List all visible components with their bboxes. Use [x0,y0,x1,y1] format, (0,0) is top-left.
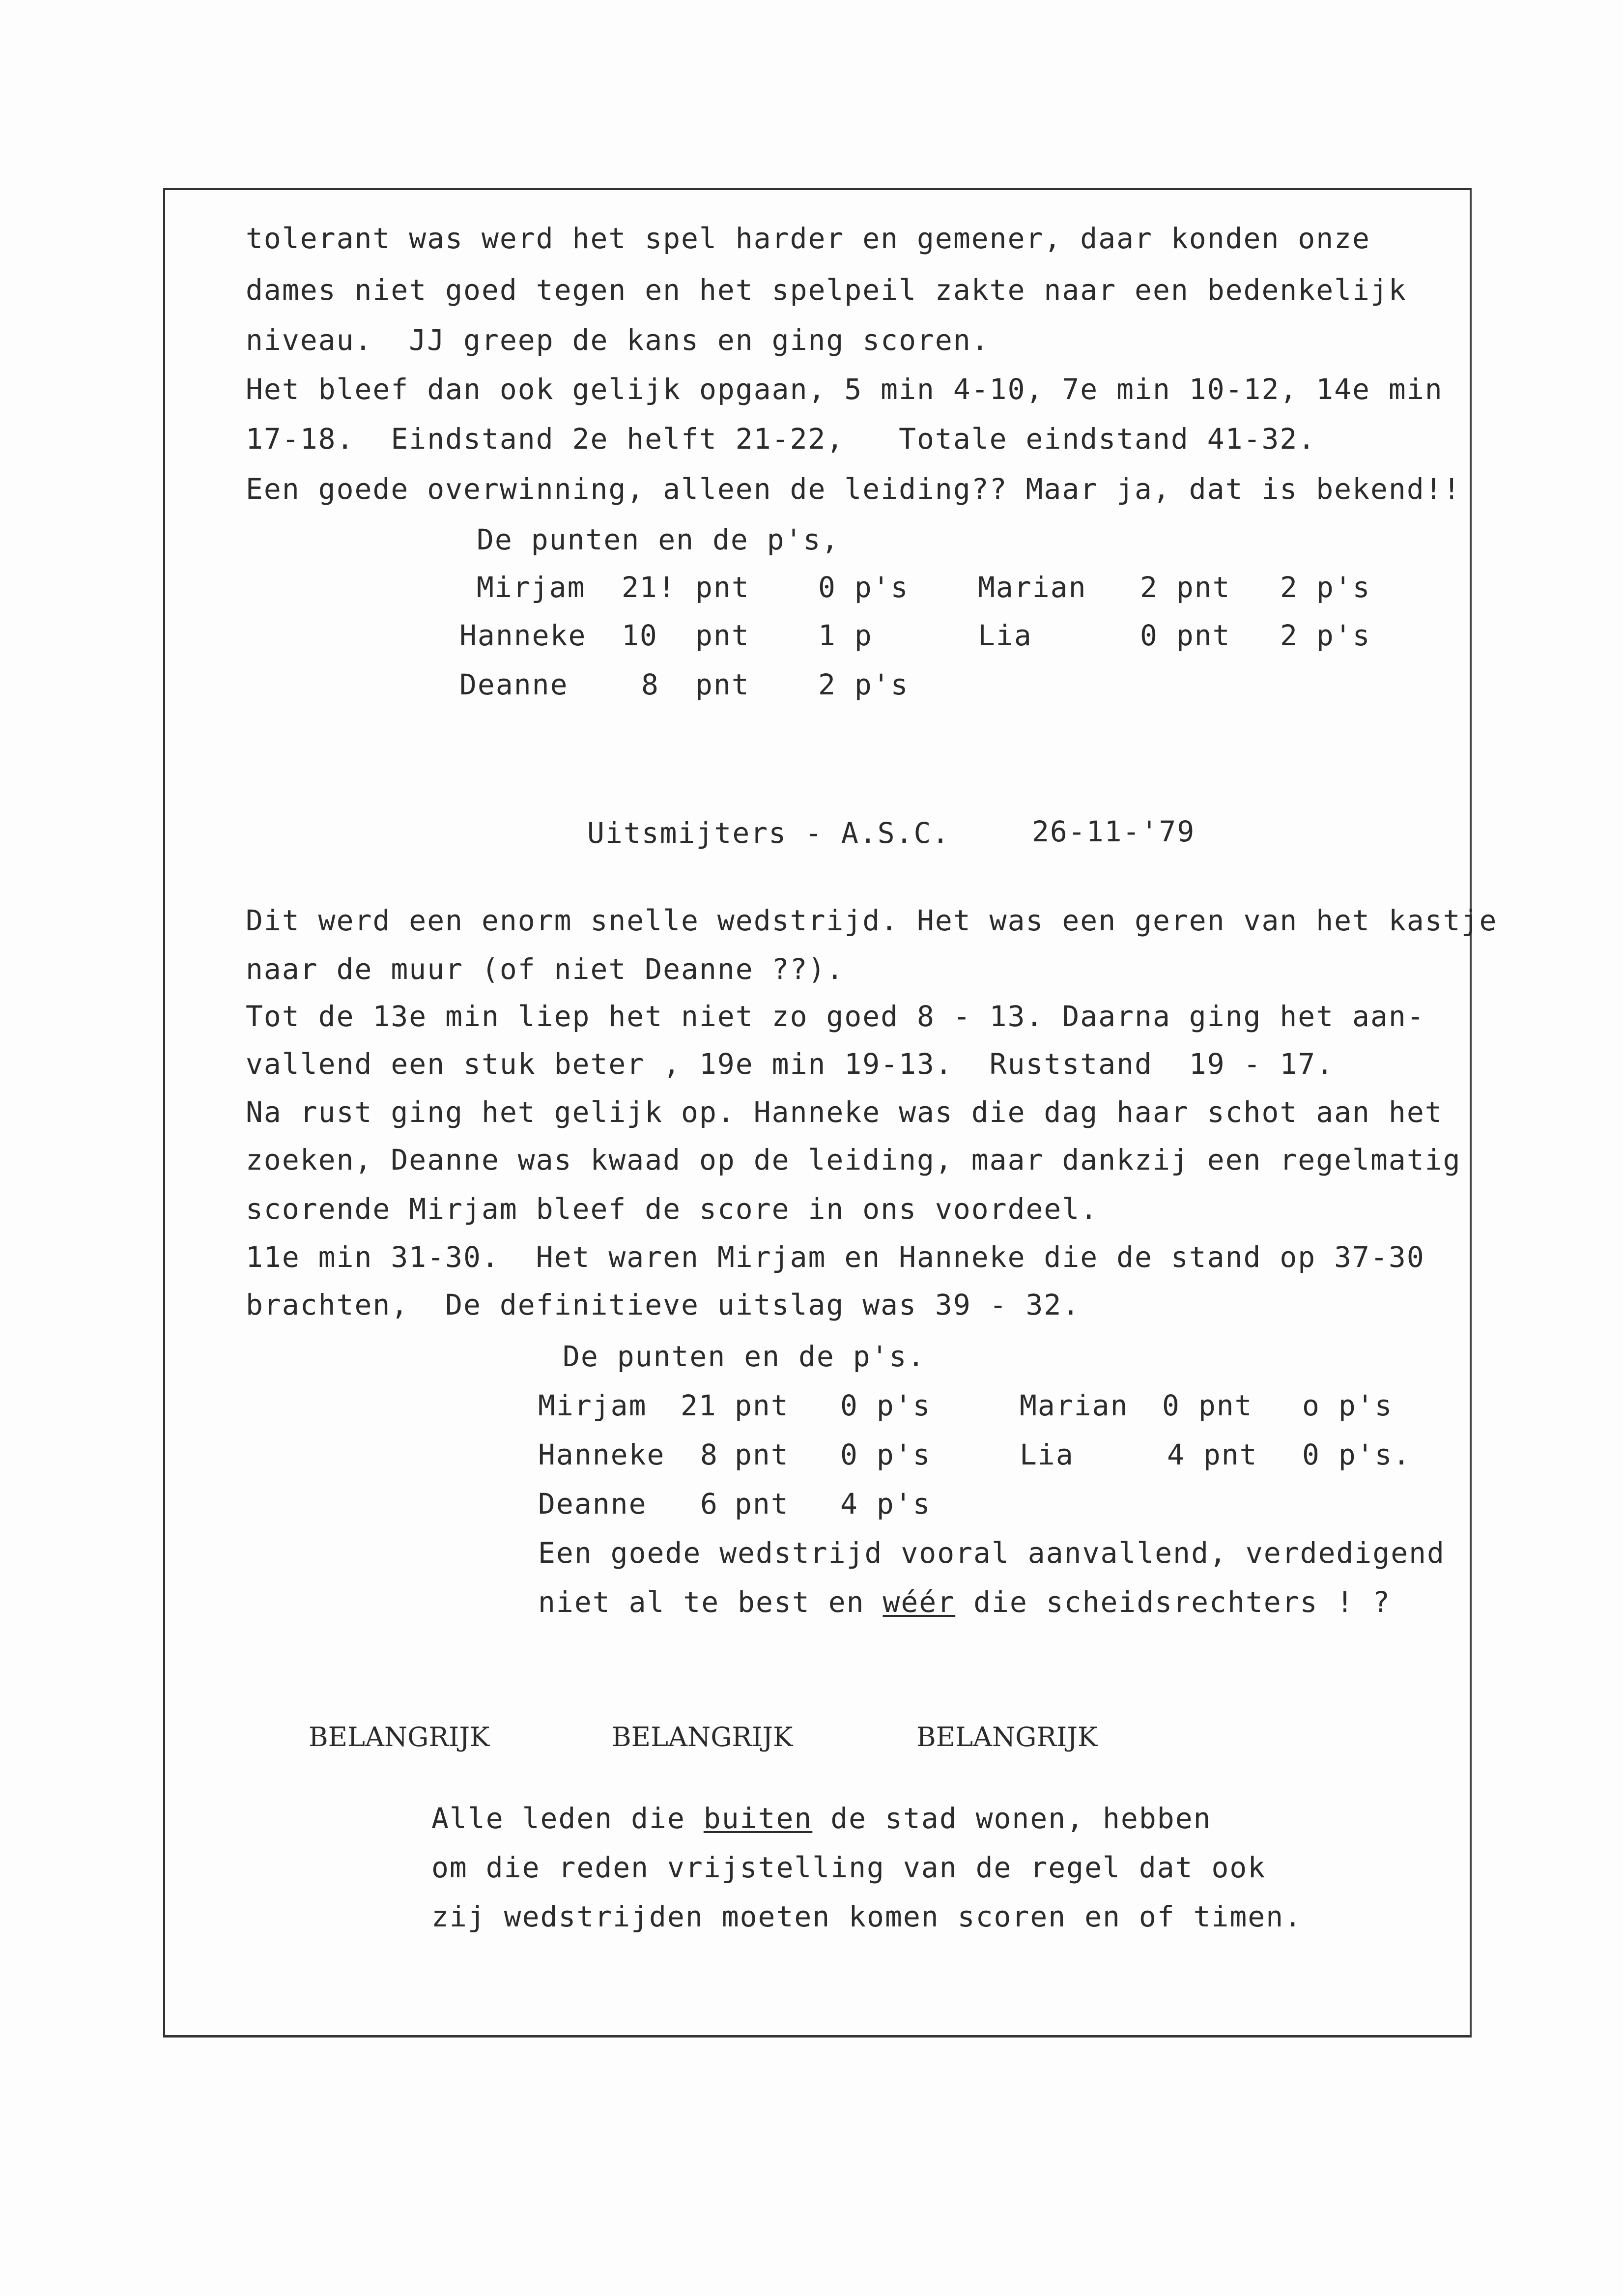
match-date: 26-11-'79 [1032,815,1196,848]
penalties-value: 0 p's. [1302,1438,1411,1471]
report2-line-9: brachten, De definitieve uitslag was 39 - 32. [246,1288,1081,1321]
report2-line-6: zoeken, Deanne was kwaad op de leiding, maar dankzij een regelmatig [246,1143,1461,1177]
player-name: Deanne [459,668,569,701]
report2-line-7: scorende Mirjam bleef de score in ons voordeel. [246,1192,1099,1226]
points-value: 21 [681,1389,717,1422]
points-unit: pnt [695,619,750,652]
notice-heading: BELANGRIJK [612,1722,793,1752]
closing-text: niet al te best en [538,1585,883,1619]
player-name: Deanne [538,1487,647,1521]
player-name: Marian [1020,1389,1129,1422]
points-unit: pnt [695,571,750,604]
closing-text: die scheidsrechters ! ? [955,1585,1391,1619]
report1-line-4: Het bleef dan ook gelijk opgaan, 5 min 4-10, 7e min 10-12, 14e min [246,373,1443,406]
penalties-value: 0 p's [818,571,909,604]
points-value: 10 [622,619,658,652]
player-name: Marian [978,571,1087,604]
notice-heading: BELANGRIJK [309,1722,490,1752]
report1-line-1: tolerant was werd het spel harder en gemener, daar konden onze [246,222,1370,255]
player-name: Mirjam [538,1389,647,1422]
penalties-value: o p's [1302,1389,1393,1422]
report1-line-5: 17-18. Eindstand 2e helft 21-22, Totale eindstand 41-32. [246,422,1316,456]
match-heading: Uitsmijters - A.S.C. [587,816,950,850]
notice-text: Alle leden die [431,1802,704,1835]
penalties-value: 2 p's [1280,571,1371,604]
points-unit: pnt [695,668,750,701]
notice-text: de stad wonen, hebben [812,1802,1212,1835]
report2-line-5: Na rust ging het gelijk op. Hanneke was die dag haar schot aan het [246,1095,1443,1129]
points-unit: pnt [735,1487,789,1521]
report1-line-2: dames niet goed tegen en het spelpeil zakte naar een bedenkelijk [246,273,1407,307]
emphasized-word: buiten [703,1802,813,1835]
report1-points-title: De punten en de p's, [477,523,840,556]
report2-line-4: vallend een stuk beter , 19e min 19-13. Ruststand 19 - 17. [246,1047,1335,1081]
penalties-value: 0 p's [840,1389,931,1422]
points-value: 8 [641,668,659,701]
points-unit: pnt [735,1438,789,1471]
notice-heading: BELANGRIJK [916,1722,1098,1752]
report2-line-1: Dit werd een enorm snelle wedstrijd. Het was een geren van het kastje [246,904,1498,937]
report1-line-3: niveau. JJ greep de kans en ging scoren. [246,323,990,357]
notice-line-2: om die reden vrijstelling van de regel dat ook [431,1851,1266,1884]
penalties-value: 4 p's [840,1487,931,1521]
notice-line-1 [431,1801,1212,1836]
player-name: Mirjam [477,571,586,604]
report2-closing-2 [538,1585,1391,1619]
report2-points-title: De punten en de p's. [563,1340,926,1373]
player-name: Hanneke [459,619,587,652]
points-value: 0 pnt [1162,1389,1253,1422]
notice-line-3: zij wedstrijden moeten komen scoren en of timen. [431,1900,1303,1933]
penalties-value: 2 p's [1280,619,1371,652]
penalties-value: 2 p's [818,668,909,701]
player-name: Lia [978,619,1032,652]
points-value: 0 pnt [1140,619,1231,652]
points-value: 2 pnt [1140,571,1231,604]
report2-closing-1: Een goede wedstrijd vooral aanvallend, verdedigend [538,1536,1445,1570]
player-name: Hanneke [538,1438,665,1471]
player-name: Lia [1020,1438,1074,1471]
report2-line-2: naar de muur (of niet Deanne ??). [246,952,845,986]
report2-line-8: 11e min 31-30. Het waren Mirjam en Hanneke die de stand op 37-30 [246,1240,1425,1274]
report1-line-6: Een goede overwinning, alleen de leiding?? Maar ja, dat is bekend!! [246,472,1461,506]
penalties-value: 1 p [818,619,873,652]
emphasized-word: wéér [883,1585,956,1619]
points-value: 21! [622,571,676,604]
points-unit: pnt [735,1389,789,1422]
points-value: 8 [700,1438,718,1471]
points-value: 6 [700,1487,718,1521]
points-value: 4 pnt [1167,1438,1258,1471]
penalties-value: 0 p's [840,1438,931,1471]
report2-line-3: Tot de 13e min liep het niet zo goed 8 - 13. Daarna ging het aan- [246,1000,1425,1033]
